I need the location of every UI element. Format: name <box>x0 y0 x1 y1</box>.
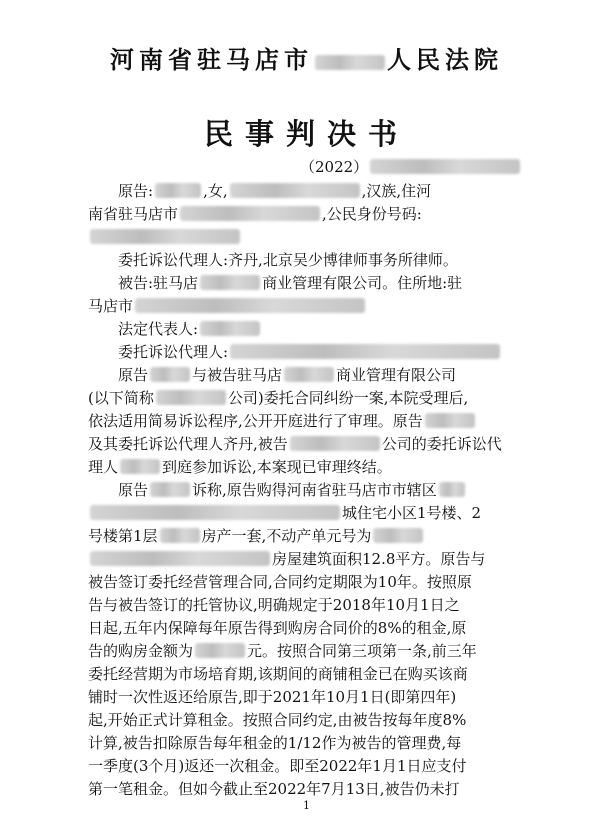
text: 理人 <box>88 458 119 476</box>
line-14 <box>118 479 525 501</box>
line-4: 委托诉讼代理人:齐丹,北京吴少博律师事务所律师。 <box>118 251 458 269</box>
line-5 <box>118 272 525 294</box>
text: 被告:驻马店 <box>118 274 199 292</box>
text: 公司)委托合同纠纷一案,本院受理后, <box>227 389 469 407</box>
line-3 <box>88 226 525 248</box>
redaction <box>150 367 190 382</box>
text: 依法适用简易诉讼程序,公开开庭进行了审理。原告 <box>88 412 423 430</box>
text: 商业管理有限公司 <box>336 366 457 384</box>
redaction <box>90 551 270 566</box>
redaction <box>180 206 320 221</box>
document-title: 民事判决书 <box>203 117 409 151</box>
line-19: 告与被告签订的托管协议,明确规定于2018年10月1日之 <box>88 596 460 614</box>
line-26: 一季度(3个月)返还一次租金。即至2022年1月1日应支付 <box>88 757 467 775</box>
text: 南省驻马店市 <box>88 205 179 223</box>
text: 原告: <box>118 182 154 200</box>
text: 商业管理有限公司。住所地:驻 <box>262 274 463 292</box>
text: 告的购房金额为 <box>88 642 194 660</box>
line-1 <box>118 180 525 202</box>
line-24: 起,开始正式计算租金。按照合同约定,由被告按每年度8% <box>88 711 467 729</box>
line-25: 计算,被告扣除原告每年租金的1/12作为被告的管理费,每 <box>88 734 462 752</box>
redaction <box>150 482 190 497</box>
redaction <box>370 159 520 174</box>
line-10 <box>88 387 525 409</box>
redaction <box>90 505 340 520</box>
case-number <box>300 156 553 178</box>
text: ,公民身份号码: <box>322 205 422 223</box>
line-13 <box>88 456 525 478</box>
line-16 <box>88 525 525 547</box>
line-27: 第一笔租金。但如今截止至2022年7月13日,被告仍未打 <box>88 780 460 798</box>
line-20: 日起,五年内保障每年原告得到购房合同价的8%的租金,原 <box>88 619 467 637</box>
redaction <box>373 528 423 543</box>
court-prefix: 河南省驻马店市 <box>110 46 313 74</box>
text: 城住宅小区1号楼、2 <box>342 504 482 522</box>
text: 房屋建筑面积12.8平方。原告与 <box>272 550 486 568</box>
page-number: 1 <box>303 799 310 812</box>
text: ,汉族,住河 <box>361 182 432 200</box>
text: 法定代表人: <box>118 320 199 338</box>
line-18: 被告签订委托经营管理合同,合同约定期限为10年。按照原 <box>88 573 472 591</box>
redaction <box>135 298 365 313</box>
text: 原告 <box>118 481 149 499</box>
court-name <box>0 40 613 75</box>
text: 公司的委托诉讼代 <box>381 435 502 453</box>
text: 与被告驻马店 <box>192 366 283 384</box>
text: 马店市 <box>88 297 134 315</box>
line-12 <box>88 433 525 455</box>
text: 房产一套,不动产单元号为 <box>201 527 372 545</box>
redaction <box>120 459 160 474</box>
redaction <box>156 390 226 405</box>
text: 元。按照合同第三项第一条,前三年 <box>247 642 477 660</box>
redaction <box>155 183 201 198</box>
line-7 <box>118 318 525 340</box>
redaction <box>160 528 200 543</box>
text: 到庭参加诉讼,本案现已审理终结。 <box>162 458 392 476</box>
text: (以下简称 <box>88 389 154 407</box>
line-23: 铺时一次性返还给原告,即于2021年10月1日(即第四年) <box>88 688 457 706</box>
redaction <box>230 183 360 198</box>
line-22: 委托经营期为市场培育期,该期间的商铺租金已在购买该商 <box>88 665 468 683</box>
redaction <box>200 321 260 336</box>
text: 诉称,原告购得河南省驻马店市市辖区 <box>192 481 437 499</box>
case-number-year: （2022） <box>300 158 369 176</box>
text: 原告 <box>118 366 149 384</box>
text: 及其委托诉讼代理人齐丹,被告 <box>88 435 288 453</box>
line-15 <box>88 502 525 524</box>
redaction <box>230 344 500 359</box>
line-2 <box>88 203 525 225</box>
court-suffix: 人民法院 <box>387 46 503 74</box>
line-9 <box>118 364 525 386</box>
text: 委托诉讼代理人: <box>118 343 229 361</box>
redaction <box>200 275 260 290</box>
line-17 <box>88 548 525 570</box>
text: ,女, <box>203 182 228 200</box>
line-8 <box>118 341 525 363</box>
line-11 <box>88 410 525 432</box>
redaction <box>439 482 465 497</box>
line-21 <box>88 640 525 662</box>
redaction <box>315 55 385 70</box>
redaction <box>195 643 245 658</box>
redaction <box>90 229 240 244</box>
text: 号楼第1层 <box>88 527 158 545</box>
redaction <box>284 367 334 382</box>
redaction <box>290 436 380 451</box>
redaction <box>425 413 475 428</box>
line-6 <box>88 295 525 317</box>
